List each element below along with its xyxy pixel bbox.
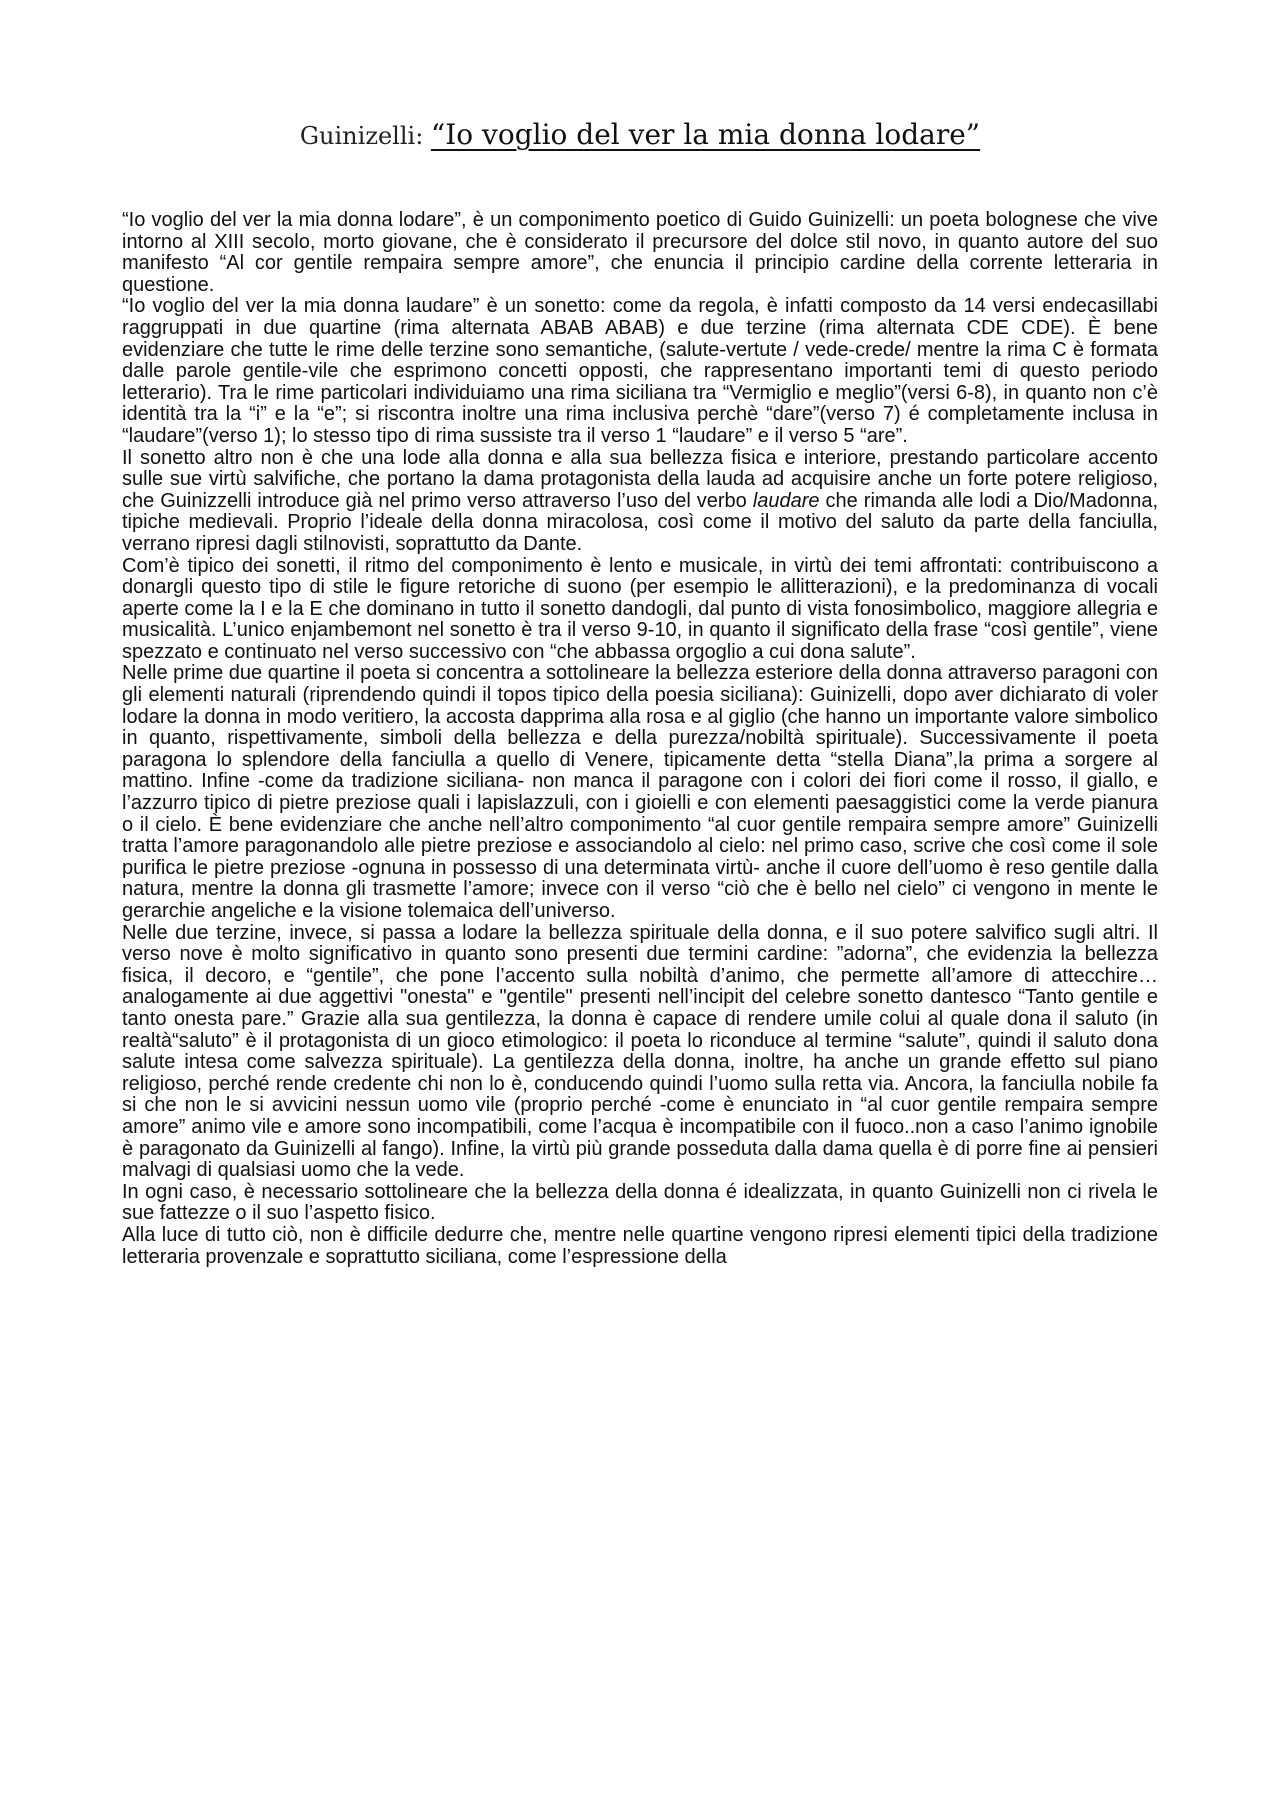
paragraph-intro: “Io voglio del ver la mia donna lodare”, è un componimento poetico di Guido Guinizelli: un poeta bolognese che vive intorno al XIII secolo, morto giovane, che è considerato il precursore del dolce stil novo, in quanto autore del suo manifesto “Al cor gentile rempaira sempre amore”, che enuncia il principio cardine della corrente letteraria in questione.	[122, 209, 1158, 296]
paragraph-quatrains: Nelle prime due quartine il poeta si concentra a sottolineare la bellezza esteriore della donna attraverso paragoni con gli elementi naturali (riprendendo quindi il topos tipico della poesia siciliana): Guinizelli, dopo aver dichiarato di voler lodare la donna in modo veritiero, la accosta dapprima alla rosa e al giglio (che hanno un importante valore simbolico in quanto, rispettivamente, simboli della bellezza e della purezza/nobiltà spirituale). Successivamente il poeta paragona lo splendore della fanciulla a quello di Venere, tipicamente detta “stella Diana”,la prima a sorgere al mattino. Infine -come da tradizione siciliana- non manca il paragone con i colori dei fiori come il rosso, il giallo, e l’azzurro tipico di pietre preziose quali i lapislazzuli, con i gioielli e con elementi paesaggistici come la verde pianura o il cielo. È bene evidenziare che anche nell’altro componimento “al cuor gentile rempaira sempre amore” Guinizelli tratta l’amore paragonandolo alle pietre preziose e associandolo al cielo: nel primo caso, scrive che così come il sole purifica le pietre preziose -ognuna in possesso di una determinata virtù- anche il cuore dell’uomo è reso gentile dalla natura, mentre la donna gli trasmette l’amore; invece con il verso “ciò che è bello nel cielo” ci vengono in mente le gerarchie angeliche e la visione tolemaica dell’universo.	[122, 662, 1158, 922]
title-poem: “Io voglio del ver la mia donna lodare”	[430, 118, 981, 151]
paragraph-metrics: “Io voglio del ver la mia donna laudare” è un sonetto: come da regola, è infatti composto da 14 versi endecasillabi raggruppati in due quartine (rima alternata ABAB ABAB) e due terzine (rima alternata CDE CDE). È bene evidenziare che tutte le rime delle terzine sono semantiche, (salute-vertute / vede-crede/ mentre la rima C è formata dalle parole gentile-vile che esprimono concetti opposti, che rappresentano importanti temi di questo periodo letterario). Tra le rime particolari individuiamo una rima siciliana tra “Vermiglio e meglio”(versi 6-8), in quanto non c’è identità tra la “i” e la “e”; si riscontra inoltre una rima inclusiva perchè “dare”(verso 7) é completamente inclusa in “laudare”(verso 1); lo stesso tipo di rima sussiste tra il verso 1 “laudare” e il verso 5 “are”.	[122, 295, 1158, 447]
paragraph-theme-emphasis: laudare	[752, 489, 820, 512]
paragraph-conclusion: Alla luce di tutto ciò, non è difficile dedurre che, mentre nelle quartine vengono ripresi elementi tipici della tradizione letteraria provenzale e soprattutto siciliana, come l’espressione della	[122, 1223, 1158, 1268]
paragraph-theme-before: Il sonetto altro non è che una lode alla donna e alla sua bellezza fisica e interiore, prestando particolare accento sulle sue virtù salvifiche, che portano la dama protagonista della lauda ad acquisire anche un forte potere religioso, che Guinizzelli introduce già nel primo verso attraverso l’uso del verbo	[122, 446, 1158, 512]
paragraph-rhythm: Com’è tipico dei sonetti, il ritmo del componimento è lento e musicale, in virtù dei temi affrontati: contribuiscono a donargli questo tipo di stile le figure retoriche di suono (per esempio le allitterazioni), e la predominanza di vocali aperte come la I e la E che dominano in tutto il sonetto dandogli, dal punto di vista fonosimbolico, maggiore allegria e musicalità. L’unico enjambemont nel sonetto è tra il verso 9-10, in quanto il significato della frase “così gentile”, viene spezzato e continuato nel verso successivo con “che abbassa orgoglio a cui dona salute”.	[122, 554, 1158, 663]
document-body	[122, 210, 1158, 1268]
paragraph-theme	[122, 448, 1158, 556]
title-author: Guinizelli:	[299, 122, 431, 150]
paragraph-theme-after: che rimanda alle lodi a Dio/Madonna, tipiche medievali. Proprio l’ideale della donna miracolosa, così come il motivo del saluto da parte della fanciulla, verrano ripresi dagli stilnovisti, soprattutto da Dante.	[122, 489, 1159, 555]
paragraph-idealized: In ogni caso, è necessario sottolineare che la bellezza della donna é idealizzata, in quanto Guinizelli non ci rivela le sue fattezze o il suo l’aspetto fisico.	[122, 1180, 1158, 1225]
paragraph-tercets: Nelle due terzine, invece, si passa a lodare la bellezza spirituale della donna, e il suo potere salvifico sugli altri. Il verso nove è molto significativo in quanto sono presenti due termini cardine: ”adorna”, che evidenzia la bellezza fisica, il decoro, e “gentile”, che pone l’accento sulla nobiltà d’animo, che permette all’amore di attecchire…analogamente ai due aggettivi "onesta" e "gentile" presenti nell’incipit del celebre sonetto dantesco “Tanto gentile e tanto onesta pare.” Grazie alla sua gentilezza, la donna è capace di rendere umile colui al quale dona il saluto (in realtà“saluto” è il protagonista di un gioco etimologico: il poeta lo riconduce al termine “salute”, quindi il saluto dona salute intesa come salvezza spirituale). La gentilezza della donna, inoltre, ha anche un grande effetto sul piano religioso, perché rende credente chi non lo è, conducendo quindi l’uomo sulla retta via. Ancora, la fanciulla nobile fa si che non le si avvicini nessun uomo vile (proprio perché -come è enunciato in “al cuor gentile rempaira sempre amore” animo vile e amore sono incompatibili, come l’acqua è incompatibile con il fuoco..non a caso l’animo ignobile è paragonato da Guinizelli al fango). Infine, la virtù più grande posseduta dalla dama quella è di porre fine ai pensieri malvagi di qualsiasi uomo che la vede.	[122, 921, 1158, 1182]
document-title	[0, 118, 1280, 151]
